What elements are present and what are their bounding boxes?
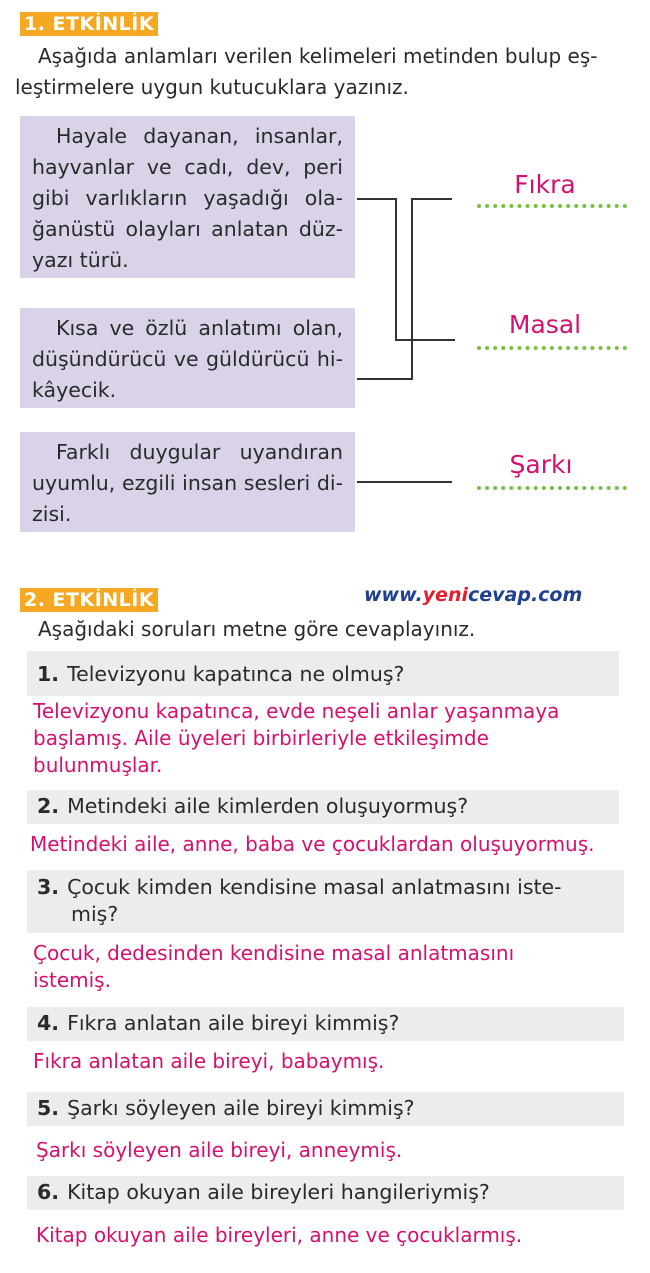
definition-text-2: Kısa ve özlü anlatımı olan, düşündürücü ve güldürücü hi-kâyecik. [32,316,343,402]
answer-word-2: Masal [508,310,582,339]
question-1-number: 1. [37,662,60,686]
definition-text-3: Farklı duygular uyandıran uyumlu, ezgili insan sesleri di-zisi. [32,440,343,526]
connector-line-bottom-b [357,378,413,380]
site-url-prefix: www. [364,584,423,606]
question-1-text: Televizyonu kapatınca ne olmuş? [67,662,405,686]
definition-text-1: Hayale dayanan, insanlar, hayvanlar ve cadı, dev, peri gibi varlıkların yaşadığı ola-ğanüstü olayları anlatan düz-yazı türü. [32,124,343,272]
answer-1: Televizyonu kapatınca, evde neşeli anlar yaşanmaya başlamış. Aile üyeleri birbirleriyle etkileşimde bulunmuşlar. [33,699,560,777]
answer-4: Fıkra anlatan aile bireyi, babaymış. [33,1049,385,1073]
answer-3: Çocuk, dedesinden kendisine masal anlatmasını istemiş. [33,941,515,992]
activity1-instruction-line2: leştirmelere uygun kutucuklara yazınız. [15,75,409,99]
site-url-highlight: yeni [422,584,468,606]
answer-dots-3 [477,486,627,490]
question-3 [27,870,624,933]
connector-line-third [357,481,452,483]
answer-dots-2 [477,346,627,350]
connector-line-vertical-a [395,198,397,340]
question-3-continuation: miş? [71,902,119,926]
question-2 [27,790,619,824]
question-6-number: 6. [37,1180,60,1204]
connector-line-vertical-b [411,198,413,380]
activity1-instruction-line1: Aşağıda anlamları verilen kelimeleri metinden bulup eş- [38,44,598,68]
question-6 [27,1176,624,1210]
question-5-text: Şarkı söyleyen aile bireyi kimmiş? [67,1096,415,1120]
activity2-instruction: Aşağıdaki soruları metne göre cevaplayınız. [38,617,476,641]
definition-box-2 [20,308,355,408]
question-6-text: Kitap okuyan aile bireyleri hangileriymiş? [67,1180,490,1204]
answer-word-1: Fıkra [514,170,576,199]
activity1-badge: 1. ETKİNLİK [20,12,158,36]
definition-box-1 [20,116,355,278]
question-3-text: Çocuk kimden kendisine masal anlatmasını iste- [67,875,562,899]
question-4 [27,1007,624,1041]
question-4-number: 4. [37,1011,60,1035]
question-2-text: Metindeki aile kimlerden oluşuyormuş? [67,794,469,818]
question-4-text: Fıkra anlatan aile bireyi kimmiş? [67,1011,400,1035]
connector-line-top-left [357,198,396,200]
definition-box-3 [20,432,355,532]
answer-word-3: Şarkı [509,450,573,479]
question-1 [27,651,619,696]
question-3-number: 3. [37,875,60,899]
question-2-number: 2. [37,794,60,818]
question-5 [27,1092,624,1126]
connector-line-bottom-a [395,339,455,341]
site-url [364,584,582,606]
answer-2: Metindeki aile, anne, baba ve çocuklardan oluşuyormuş. [30,832,595,856]
answer-6: Kitap okuyan aile bireyleri, anne ve çocuklarmış. [36,1223,523,1247]
activity2-badge: 2. ETKİNLİK [20,588,158,612]
site-url-suffix: cevap.com [467,584,583,606]
connector-line-top-right [412,198,452,200]
answer-dots-1 [477,204,627,208]
question-5-number: 5. [37,1096,60,1120]
answer-5: Şarkı söyleyen aile bireyi, anneymiş. [36,1138,403,1162]
